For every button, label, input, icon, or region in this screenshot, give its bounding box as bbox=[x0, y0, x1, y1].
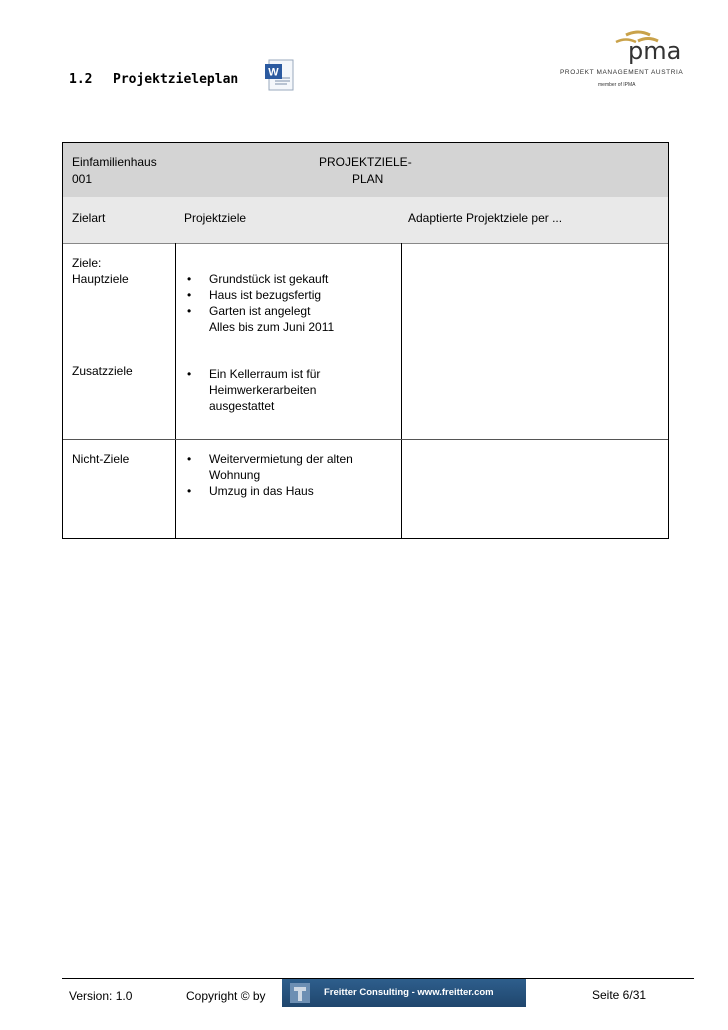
list-item: • Garten ist angelegt bbox=[177, 303, 334, 319]
zusatzziele-label: Zusatzziele bbox=[72, 364, 133, 378]
zusatzziele-list bbox=[177, 366, 320, 414]
list-item-continuation: Wohnung bbox=[209, 468, 261, 482]
row-divider bbox=[63, 439, 668, 440]
plan-title-line1: PROJEKTZIELE- bbox=[319, 155, 412, 169]
footer-version: Version: 1.0 bbox=[69, 989, 133, 1003]
hauptziele-note: Alles bis zum Juni 2011 bbox=[209, 320, 335, 334]
nichtziele-label: Nicht-Ziele bbox=[72, 452, 130, 466]
table-header-row bbox=[63, 143, 668, 198]
section-title: Projektzieleplan bbox=[113, 72, 239, 87]
page-number: Seite 6/31 bbox=[592, 988, 647, 1002]
freitter-logo-icon bbox=[286, 979, 316, 1007]
ziele-label: Ziele: bbox=[72, 256, 102, 270]
column-header-adaptiert: Adaptierte Projektziele per ... bbox=[408, 211, 563, 225]
pma-logo-name: pma bbox=[628, 37, 682, 65]
pma-logo bbox=[556, 25, 696, 95]
freitter-banner-text: Freitter Consulting - www.freitter.com bbox=[324, 987, 494, 998]
section-number: 1.2 bbox=[69, 72, 93, 87]
plan-title-line2: PLAN bbox=[352, 172, 384, 186]
table-column-row bbox=[63, 197, 668, 244]
project-name: Einfamilienhaus bbox=[72, 155, 157, 169]
column-divider bbox=[401, 243, 402, 539]
pma-logo-line1: PROJEKT MANAGEMENT AUSTRIA bbox=[560, 69, 684, 76]
word-document-icon[interactable] bbox=[263, 58, 295, 92]
column-header-zielart: Zielart bbox=[72, 211, 106, 225]
svg-text:W: W bbox=[268, 66, 279, 79]
hauptziele-label: Hauptziele bbox=[72, 272, 129, 286]
list-item: • Ein Kellerraum ist für bbox=[177, 366, 320, 382]
column-header-projektziele: Projektziele bbox=[184, 211, 247, 225]
project-number: 001 bbox=[72, 172, 93, 186]
nichtziele-list bbox=[177, 451, 353, 499]
list-item-continuation: ausgestattet bbox=[209, 399, 275, 413]
projektziele-table bbox=[62, 142, 669, 539]
list-item: • Haus ist bezugsfertig bbox=[177, 287, 334, 303]
footer-copyright: Copyright © by bbox=[186, 989, 266, 1003]
list-item-continuation: Heimwerkerarbeiten bbox=[209, 383, 317, 397]
column-divider bbox=[175, 243, 176, 539]
pma-logo-line2: member of IPMA bbox=[598, 82, 636, 88]
freitter-banner bbox=[282, 979, 526, 1007]
list-item: • Grundstück ist gekauft bbox=[177, 271, 334, 287]
list-item: • Weitervermietung der alten bbox=[177, 451, 353, 467]
hauptziele-list bbox=[177, 271, 334, 335]
list-item: • Umzug in das Haus bbox=[177, 483, 353, 499]
